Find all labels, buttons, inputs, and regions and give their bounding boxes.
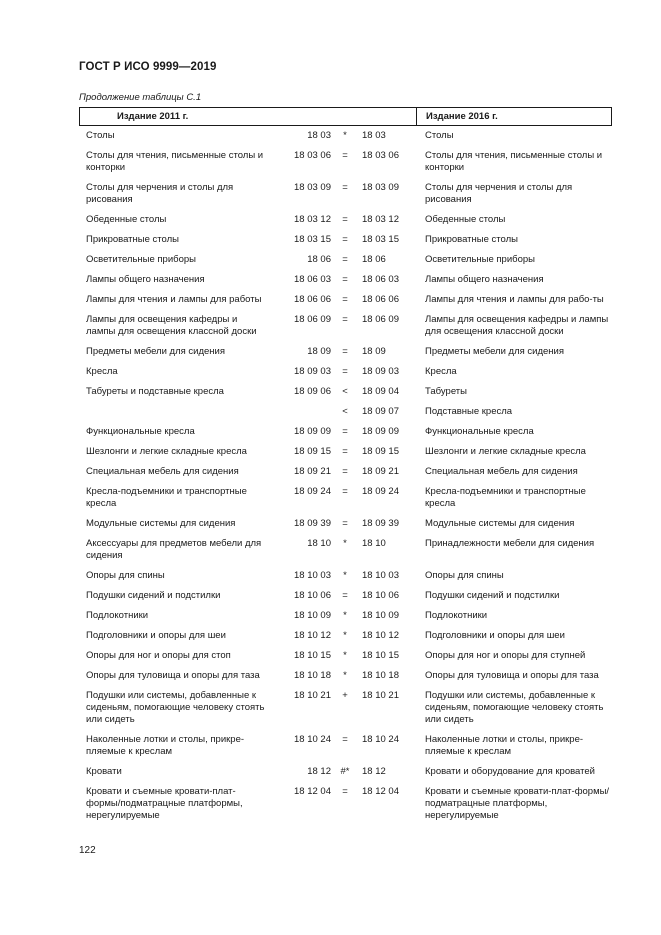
row-code-2011: 18 03 06	[294, 150, 331, 161]
row-old-name: Подлокотники	[86, 610, 149, 621]
row-new-name: Подушки или системы, добавленные к сиденьям, помогающие человеку стоять или сидеть	[425, 690, 604, 725]
row-code-2011: 18 12 04	[294, 786, 331, 797]
row-code-2016: 18 10 15	[362, 650, 399, 661]
row-code-2011: 18 10 09	[294, 610, 331, 621]
row-code-2011: 18 06	[307, 254, 331, 265]
header-divider	[416, 108, 417, 125]
row-new-name: Подушки сидений и подстилки	[425, 590, 560, 601]
table-row	[79, 346, 612, 358]
table-row	[79, 630, 612, 642]
row-correspondence-sign: =	[342, 314, 348, 325]
row-correspondence-sign: <	[342, 386, 348, 397]
row-correspondence-sign: =	[342, 426, 348, 437]
table-row	[79, 670, 612, 682]
row-new-name: Столы для чтения, письменные столы и конторки	[425, 150, 603, 173]
row-old-name: Аксессуары для предметов мебели для сидения	[86, 538, 262, 561]
row-correspondence-sign: #*	[340, 766, 350, 777]
row-old-name: Опоры для туловища и опоры для таза	[86, 670, 260, 681]
row-code-2011: 18 10 03	[294, 570, 331, 581]
row-code-2016: 18 10 09	[362, 610, 399, 621]
row-old-name: Опоры для ног и опоры для стоп	[86, 650, 231, 661]
row-code-2016: 18 06 06	[362, 294, 399, 305]
row-old-name: Подушки сидений и подстилки	[86, 590, 221, 601]
row-old-name: Обеденные столы	[86, 214, 167, 225]
row-correspondence-sign: =	[342, 446, 348, 457]
row-code-2011: 18 10 12	[294, 630, 331, 641]
row-code-2016: 18 09 39	[362, 518, 399, 529]
row-code-2016: 18 09 15	[362, 446, 399, 457]
row-code-2016: 18 09	[362, 346, 386, 357]
row-code-2016: 18 03 15	[362, 234, 399, 245]
table-header	[79, 107, 612, 126]
row-correspondence-sign: =	[342, 294, 348, 305]
table-row	[79, 610, 612, 622]
row-code-2011: 18 09 15	[294, 446, 331, 457]
row-code-2011: 18 10 24	[294, 734, 331, 745]
table-row	[79, 734, 612, 758]
row-code-2016: 18 09 04	[362, 386, 399, 397]
row-old-name: Табуреты и подставные кресла	[86, 386, 224, 397]
row-code-2011: 18 09	[307, 346, 331, 357]
table-row	[79, 234, 612, 246]
row-code-2016: 18 06 03	[362, 274, 399, 285]
row-correspondence-sign: =	[342, 366, 348, 377]
row-new-name: Прикроватные столы	[425, 234, 518, 245]
row-old-name: Лампы для освещения кафедры и лампы для освещения классной доски	[86, 314, 257, 337]
row-old-name: Наколенные лотки и столы, прикре-пляемые к креслам	[86, 734, 245, 757]
row-new-name: Опоры для туловища и опоры для таза	[425, 670, 599, 681]
row-correspondence-sign: =	[342, 254, 348, 265]
correspondence-table	[79, 107, 612, 830]
row-new-name: Кресла	[425, 366, 457, 377]
row-old-name: Шезлонги и легкие складные кресла	[86, 446, 247, 457]
row-code-2011: 18 12	[307, 766, 331, 777]
row-correspondence-sign: =	[342, 346, 348, 357]
table-row	[79, 254, 612, 266]
row-code-2016: 18 03 09	[362, 182, 399, 193]
row-correspondence-sign: =	[342, 734, 348, 745]
row-old-name: Столы	[86, 130, 115, 141]
row-correspondence-sign: *	[343, 670, 347, 681]
row-code-2011: 18 10 15	[294, 650, 331, 661]
standard-title: ГОСТ Р ИСО 9999—2019	[79, 61, 217, 73]
table-row	[79, 486, 612, 510]
page-number: 122	[79, 845, 96, 856]
row-code-2011: 18 09 03	[294, 366, 331, 377]
row-code-2016: 18 06 09	[362, 314, 399, 325]
row-new-name: Осветительные приборы	[425, 254, 535, 265]
row-correspondence-sign: *	[343, 538, 347, 549]
row-new-name: Кровати и оборудование для кроватей	[425, 766, 595, 777]
row-correspondence-sign: =	[342, 590, 348, 601]
row-old-name: Лампы для чтения и лампы для работы	[86, 294, 262, 305]
row-new-name: Наколенные лотки и столы, прикре-пляемые к креслам	[425, 734, 584, 757]
table-row	[79, 538, 612, 562]
row-old-name: Специальная мебель для сидения	[86, 466, 239, 477]
row-code-2011: 18 09 06	[294, 386, 331, 397]
row-correspondence-sign: =	[342, 182, 348, 193]
row-new-name: Подголовники и опоры для шеи	[425, 630, 565, 641]
row-code-2011: 18 09 24	[294, 486, 331, 497]
table-row	[79, 386, 612, 398]
row-code-2016: 18 10	[362, 538, 386, 549]
row-new-name: Лампы для освещения кафедры и лампы для освещения классной доски	[425, 314, 609, 337]
row-code-2016: 18 03 12	[362, 214, 399, 225]
row-old-name: Модульные системы для сидения	[86, 518, 236, 529]
table-row	[79, 426, 612, 438]
row-old-name: Кресла-подъемники и транспортные кресла	[86, 486, 247, 509]
row-code-2011: 18 09 09	[294, 426, 331, 437]
row-correspondence-sign: *	[343, 130, 347, 141]
row-correspondence-sign: =	[342, 214, 348, 225]
row-correspondence-sign: =	[342, 234, 348, 245]
row-old-name: Кресла	[86, 366, 118, 377]
table-row	[79, 406, 612, 418]
row-new-name: Принадлежности мебели для сидения	[425, 538, 595, 549]
row-code-2016: 18 10 06	[362, 590, 399, 601]
row-new-name: Функциональные кресла	[425, 426, 534, 437]
column-header-2011: Издание 2011 г.	[117, 111, 189, 122]
row-correspondence-sign: =	[342, 274, 348, 285]
table-caption: Продолжение таблицы С.1	[79, 92, 202, 103]
row-code-2016: 18 10 12	[362, 630, 399, 641]
row-code-2011: 18 06 06	[294, 294, 331, 305]
row-new-name: Модульные системы для сидения	[425, 518, 575, 529]
row-old-name: Функциональные кресла	[86, 426, 195, 437]
row-new-name: Обеденные столы	[425, 214, 506, 225]
row-code-2016: 18 06	[362, 254, 386, 265]
table-row	[79, 690, 612, 726]
row-code-2016: 18 12	[362, 766, 386, 777]
table-row	[79, 294, 612, 306]
row-new-name: Специальная мебель для сидения	[425, 466, 578, 477]
row-old-name: Кровати	[86, 766, 122, 777]
row-new-name: Столы для черчения и столы для рисования	[425, 182, 573, 205]
table-row	[79, 214, 612, 226]
table-row	[79, 570, 612, 582]
row-code-2011: 18 03	[307, 130, 331, 141]
row-code-2016: 18 03 06	[362, 150, 399, 161]
table-row	[79, 650, 612, 662]
row-code-2011: 18 10 06	[294, 590, 331, 601]
row-code-2016: 18 12 04	[362, 786, 399, 797]
row-new-name: Табуреты	[425, 386, 467, 397]
row-code-2016: 18 09 07	[362, 406, 399, 417]
row-code-2011: 18 03 15	[294, 234, 331, 245]
row-code-2016: 18 10 24	[362, 734, 399, 745]
row-code-2011: 18 06 03	[294, 274, 331, 285]
row-correspondence-sign: =	[342, 518, 348, 529]
row-new-name: Кровати и съемные кровати-плат-формы/подматрацные платформы, нерегулируемые	[425, 786, 610, 821]
table-row	[79, 274, 612, 286]
table-row	[79, 366, 612, 378]
row-old-name: Осветительные приборы	[86, 254, 196, 265]
row-correspondence-sign: +	[342, 690, 348, 701]
row-code-2011: 18 09 39	[294, 518, 331, 529]
row-correspondence-sign: *	[343, 650, 347, 661]
row-old-name: Столы для черчения и столы для рисования	[86, 182, 234, 205]
row-old-name: Столы для чтения, письменные столы и конторки	[86, 150, 264, 173]
table-body	[79, 126, 612, 822]
row-new-name: Шезлонги и легкие складные кресла	[425, 446, 586, 457]
row-code-2011: 18 10 18	[294, 670, 331, 681]
row-old-name: Подголовники и опоры для шеи	[86, 630, 226, 641]
row-correspondence-sign: *	[343, 630, 347, 641]
row-correspondence-sign: =	[342, 466, 348, 477]
row-code-2016: 18 09 21	[362, 466, 399, 477]
row-new-name: Опоры для спины	[425, 570, 504, 581]
row-code-2016: 18 09 09	[362, 426, 399, 437]
row-new-name: Предметы мебели для сидения	[425, 346, 564, 357]
table-row	[79, 150, 612, 174]
row-new-name: Кресла-подъемники и транспортные кресла	[425, 486, 586, 509]
row-correspondence-sign: =	[342, 486, 348, 497]
row-code-2011: 18 06 09	[294, 314, 331, 325]
row-code-2011: 18 09 21	[294, 466, 331, 477]
row-code-2011: 18 10 21	[294, 690, 331, 701]
row-correspondence-sign: *	[343, 570, 347, 581]
row-code-2016: 18 10 18	[362, 670, 399, 681]
row-code-2011: 18 03 12	[294, 214, 331, 225]
row-new-name: Лампы для чтения и лампы для рабо-ты	[425, 294, 604, 305]
row-new-name: Лампы общего назначения	[425, 274, 544, 285]
row-old-name: Предметы мебели для сидения	[86, 346, 225, 357]
row-old-name: Лампы общего назначения	[86, 274, 205, 285]
row-old-name: Кровати и съемные кровати-плат-формы/подматрацные платформы, нерегулируемые	[86, 786, 243, 821]
row-old-name: Прикроватные столы	[86, 234, 179, 245]
table-row	[79, 766, 612, 778]
table-row	[79, 130, 612, 142]
table-row	[79, 446, 612, 458]
row-code-2016: 18 10 21	[362, 690, 399, 701]
table-row	[79, 786, 612, 822]
table-row	[79, 314, 612, 338]
column-header-2016: Издание 2016 г.	[426, 111, 498, 122]
table-row	[79, 466, 612, 478]
row-old-name: Опоры для спины	[86, 570, 165, 581]
row-new-name: Столы	[425, 130, 454, 141]
row-old-name: Подушки или системы, добавленные к сиденьям, помогающие человеку стоять или сидеть	[86, 690, 265, 725]
row-correspondence-sign: =	[342, 150, 348, 161]
row-correspondence-sign: =	[342, 786, 348, 797]
table-row	[79, 518, 612, 530]
row-code-2011: 18 10	[307, 538, 331, 549]
table-row	[79, 590, 612, 602]
row-code-2011: 18 03 09	[294, 182, 331, 193]
row-code-2016: 18 10 03	[362, 570, 399, 581]
row-new-name: Подставные кресла	[425, 406, 513, 417]
row-new-name: Опоры для ног и опоры для ступней	[425, 650, 586, 661]
row-new-name: Подлокотники	[425, 610, 488, 621]
row-code-2016: 18 03	[362, 130, 386, 141]
row-correspondence-sign: <	[342, 406, 348, 417]
table-row	[79, 182, 612, 206]
row-code-2016: 18 09 03	[362, 366, 399, 377]
row-correspondence-sign: *	[343, 610, 347, 621]
row-code-2016: 18 09 24	[362, 486, 399, 497]
